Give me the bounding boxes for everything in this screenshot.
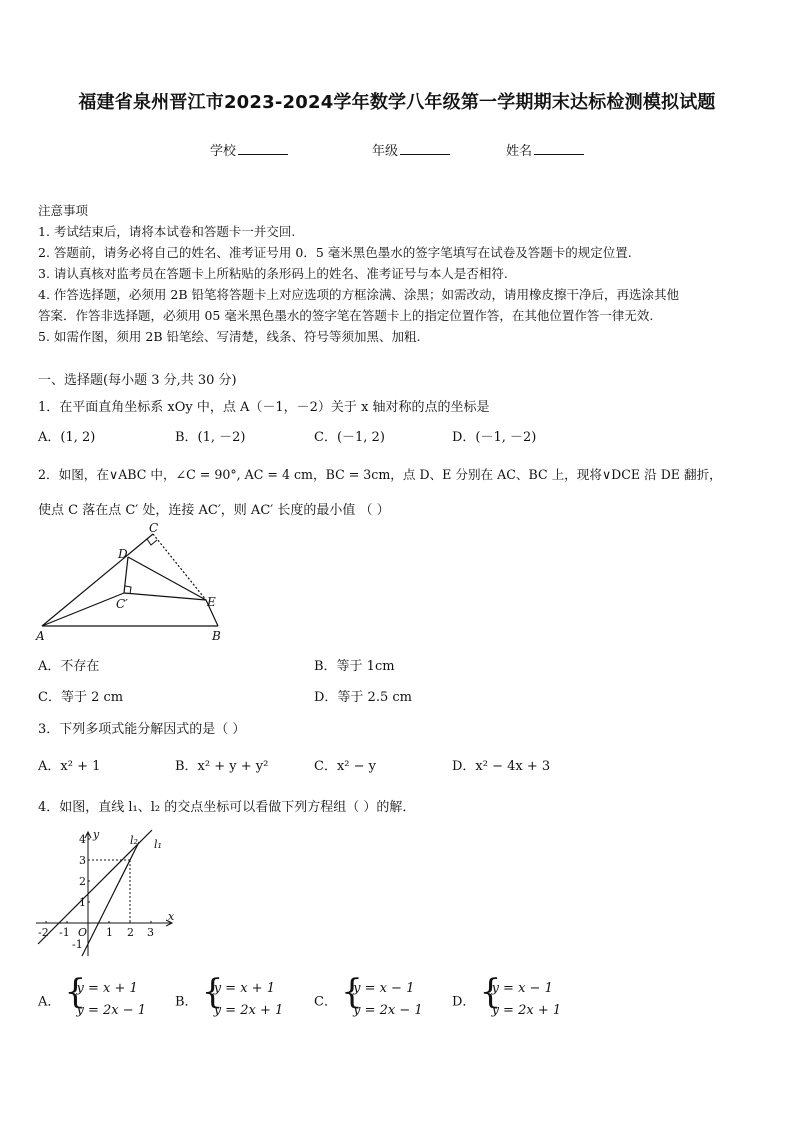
grade-label: 年级 (372, 144, 399, 159)
equation: y = 2x + 1 (213, 1003, 284, 1018)
right-angle-c (147, 539, 157, 545)
segment-de (128, 557, 206, 600)
q2-option-d: D．等于 2.5 cm (314, 690, 412, 705)
y-tick-label: 4 (79, 833, 86, 846)
equation: y = x − 1 (353, 981, 415, 996)
school-label: 学校 (210, 144, 237, 159)
equation-system (341, 972, 423, 1022)
label-a: A (36, 629, 45, 643)
equation: y = x + 1 (76, 981, 138, 996)
x-tick-label: -1 (59, 926, 70, 939)
notice-item: 4. 作答选择题，必须用 2B 铅笔将答题卡上对应选项的方框涂满、涂黑；如需改动，请用橡皮擦干净后，再选涂其他 (38, 287, 679, 302)
notice-item: 5. 如需作图，须用 2B 铅笔绘、写清楚，线条、符号等须加黑、加粗. (38, 329, 421, 344)
notice-item: 1. 考试结束后，请将本试卷和答题卡一并交回. (38, 224, 296, 239)
notice-block (38, 200, 758, 347)
equation-system (64, 972, 147, 1022)
segment-d-c-prime (124, 557, 128, 593)
label-d: D (118, 547, 128, 561)
x-tick-label: -2 (38, 926, 49, 939)
y-tick-label: -1 (72, 938, 83, 951)
x-axis-label: x (168, 910, 175, 923)
label-b: B (212, 629, 221, 643)
q4-option-a-label: A． (38, 994, 61, 1010)
notice-item: 答案．作答非选择题，必须用 05 毫米黑色墨水的签字笔在答题卡上的指定位置作答，在其他位置作答一律无效. (38, 308, 654, 323)
q4-option-b-label: B． (175, 994, 198, 1010)
q2-stem-line2: 使点 C 落在点 C′ 处，连接 AC′，则 AC′ 长度的最小值 （ ） (38, 503, 390, 518)
school-field (210, 140, 288, 159)
l2-label: l₂ (130, 834, 138, 847)
q4-stem: 4．如图，直线 l₁、l₂ 的交点坐标可以看做下列方程组（ ）的解． (38, 800, 416, 815)
q4-option-c-label: C． (314, 994, 337, 1010)
q1-stem: 1．在平面直角坐标系 xOy 中，点 A（－1，－2）关于 x 轴对称的点的坐标是 (38, 400, 490, 415)
origin-label: O (78, 926, 88, 939)
l1-label: l₁ (154, 838, 162, 851)
q3-option-a: A．x² + 1 (38, 759, 101, 774)
q4-option-d (452, 972, 562, 1022)
q3-stem: 3．下列多项式能分解因式的是（ ） (38, 722, 246, 737)
section-heading: 一、选择题(每小题 3 分,共 30 分) (38, 373, 237, 388)
label-c: C (149, 521, 159, 535)
x-tick-label: 2 (127, 926, 134, 939)
segment-ac (42, 534, 153, 626)
equation: y = 2x − 1 (76, 1003, 147, 1018)
q2-option-a: A．不存在 (38, 659, 100, 674)
x-tick-label: 1 (106, 926, 113, 939)
equation: y = x + 1 (213, 981, 275, 996)
q2-triangle-figure (30, 520, 240, 645)
q1-option-c: C．(－1, 2) (314, 430, 385, 445)
y-tick-label: 1 (79, 896, 86, 909)
notice-item: 2. 答题前，请务必将自己的姓名、准考证号用 0．5 毫米黑色墨水的签字笔填写在试卷及答题卡的规定位置. (38, 245, 632, 260)
q1-option-d: D．(－1, －2) (452, 430, 537, 445)
label-c-prime: C′ (116, 597, 128, 611)
q3-option-b: B．x² + y + y² (175, 759, 269, 774)
notice-item: 3. 请认真核对监考员在答题卡上所粘贴的条形码上的姓名、准考证号与本人是否相符. (38, 266, 508, 281)
brace-icon: { (479, 972, 502, 1012)
q2-stem-line1: 2．如图，在∨ABC 中，∠C = 90°, AC = 4 cm，BC = 3cm，点 D、E 分别在 AC、BC 上，现将∨DCE 沿 DE 翻折， (38, 467, 722, 482)
q4-option-c (314, 972, 423, 1022)
q1-option-a: A．(1, 2) (38, 430, 96, 445)
q2-option-b: B．等于 1cm (314, 659, 395, 674)
y-tick-label: 3 (79, 854, 86, 867)
segment-ac-prime (42, 593, 124, 626)
page-title: 福建省泉州晋江市2023-2024学年数学八年级第一学期期末达标检测模拟试题 (78, 92, 716, 113)
y-tick-label: 2 (79, 875, 86, 888)
grade-blank (400, 142, 450, 155)
q4-option-b (175, 972, 284, 1022)
brace-icon: { (64, 972, 87, 1012)
name-label: 姓名 (506, 144, 533, 159)
name-blank (534, 142, 584, 155)
line-l1 (38, 830, 152, 944)
notice-heading: 注意事项 (38, 203, 89, 218)
equation: y = x − 1 (491, 981, 553, 996)
equation-system (479, 972, 562, 1022)
x-tick-label: 3 (147, 926, 154, 939)
q2-option-c: C．等于 2 cm (38, 690, 124, 705)
equation: y = 2x − 1 (353, 1003, 423, 1018)
q4-option-d-label: D． (452, 994, 476, 1010)
q4-option-a (38, 972, 147, 1022)
q4-line-graph (32, 828, 182, 958)
q3-option-d: D．x² − 4x + 3 (452, 759, 551, 774)
segment-c-prime-e (124, 593, 206, 600)
y-axis-label: y (93, 828, 100, 841)
brace-icon: { (341, 972, 363, 1012)
equation-system (201, 972, 284, 1022)
school-blank (238, 142, 288, 155)
q3-option-c: C．x² − y (314, 759, 376, 774)
grade-field (372, 140, 450, 159)
name-field (506, 140, 584, 159)
equation: y = 2x + 1 (491, 1003, 562, 1018)
brace-icon: { (201, 972, 224, 1012)
label-e: E (207, 595, 216, 609)
q1-option-b: B．(1, －2) (175, 430, 246, 445)
segment-ce-dotted (153, 534, 206, 600)
